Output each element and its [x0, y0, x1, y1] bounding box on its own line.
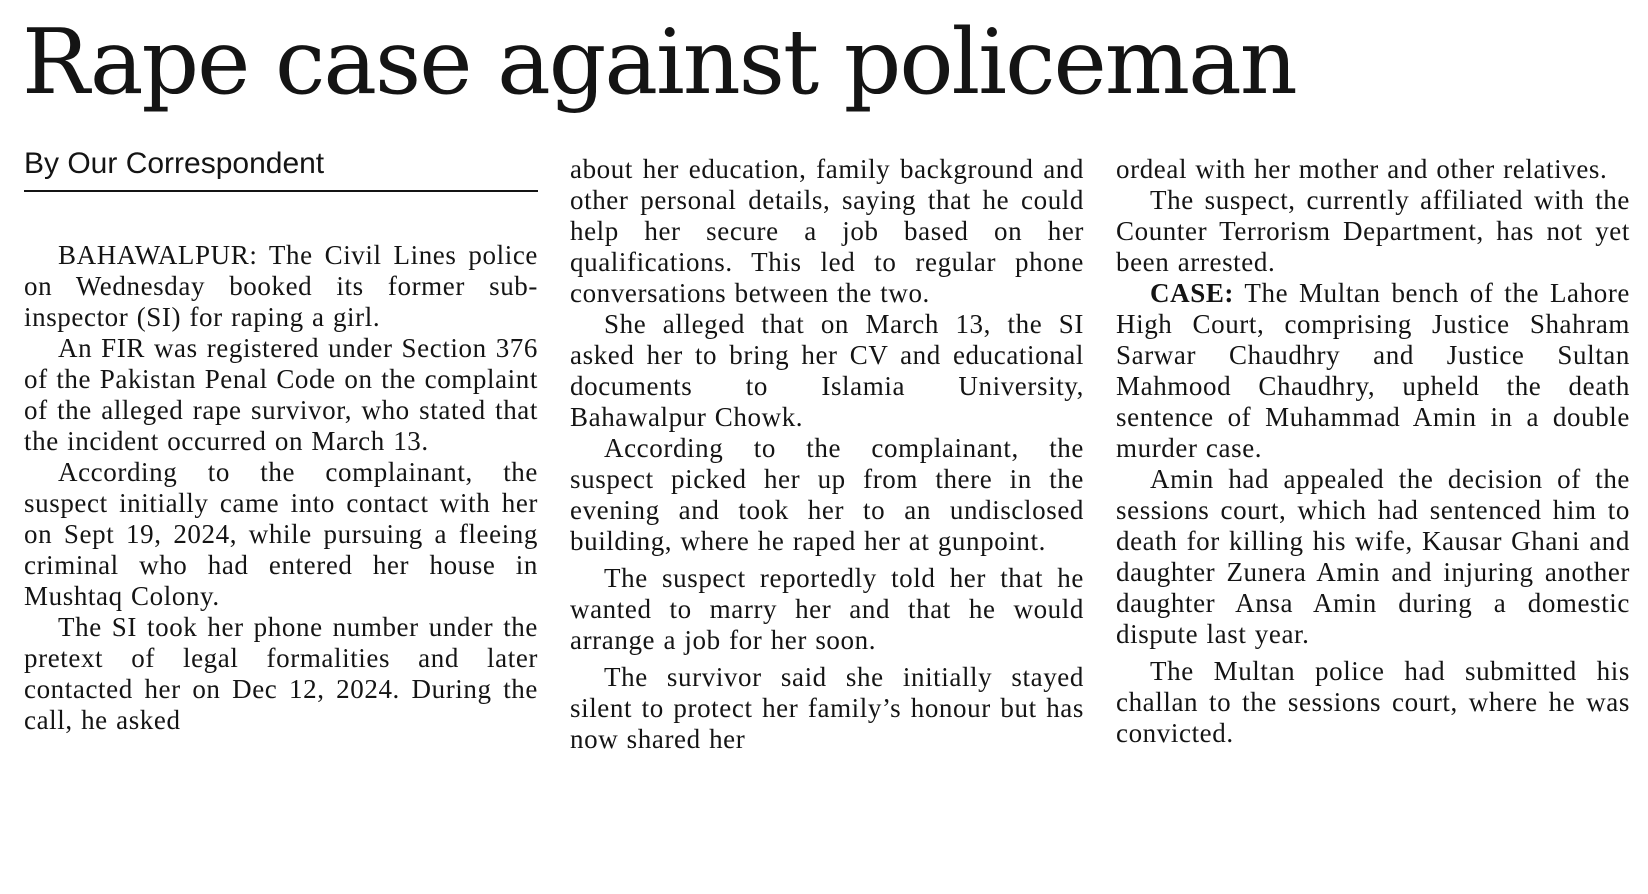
article-paragraph: The suspect, currently affiliated with the Counter Terrorism Department, has not yet been arrested.	[1116, 185, 1630, 277]
article-paragraph: The survivor said she initially stayed silent to protect her family’s honour but has now shared her	[570, 662, 1084, 754]
case-paragraph	[1116, 278, 1630, 464]
article-paragraph: The suspect reportedly told her that he wanted to marry her and that he would arrange a job for her soon.	[570, 563, 1084, 655]
article-paragraph: She alleged that on March 13, the SI asked her to bring her CV and educational documents to Islamia University, Bahawalpur Chowk.	[570, 309, 1084, 432]
article-paragraph-continued: ordeal with her mother and other relatives.	[1116, 154, 1608, 184]
article-paragraph: The SI took her phone number under the pretext of legal formalities and later contacted her on Dec 12, 2024. During the call, he asked	[24, 612, 538, 735]
article-paragraph-continued: about her education, family background and other personal details, saying that he could help her secure a job based on her qualifications. This led to regular phone conversations between the two.	[570, 154, 1084, 308]
article-column-1	[24, 240, 538, 736]
article-column-2	[570, 154, 1084, 755]
headline: Rape case against policeman	[22, 10, 1296, 115]
article-paragraph: According to the complainant, the suspect initially came into contact with her on Sept 19, 2024, while pursuing a fleeing criminal who had entered her house in Mushtaq Colony.	[24, 457, 538, 611]
article-paragraph: According to the complainant, the suspect picked her up from there in the evening and took her to an undisclosed building, where he raped her at gunpoint.	[570, 433, 1084, 556]
article-column-3	[1116, 154, 1630, 749]
case-paragraph-text: The Multan bench of the Lahore High Court, comprising Justice Shahram Sarwar Chaudhry and Justice Sultan Mahmood Chaudhry, upheld the death sentence of Muhammad Amin in a double murder case.	[1116, 278, 1630, 463]
article-paragraph: BAHAWALPUR: The Civil Lines police on Wednesday booked its former sub-inspector (SI) for raping a girl.	[24, 240, 538, 332]
article-paragraph: Amin had appealed the decision of the sessions court, which had sentenced him to death for killing his wife, Kausar Ghani and daughter Zunera Amin and injuring another daughter Ansa Amin during a domestic dispute last year.	[1116, 464, 1630, 649]
byline: By Our Correspondent	[24, 146, 538, 192]
case-lead: CASE:	[1150, 278, 1235, 308]
article-paragraph: The Multan police had submitted his challan to the sessions court, where he was convicted.	[1116, 656, 1630, 748]
article-paragraph: An FIR was registered under Section 376 of the Pakistan Penal Code on the complaint of the alleged rape survivor, who stated that the incident occurred on March 13.	[24, 333, 538, 456]
